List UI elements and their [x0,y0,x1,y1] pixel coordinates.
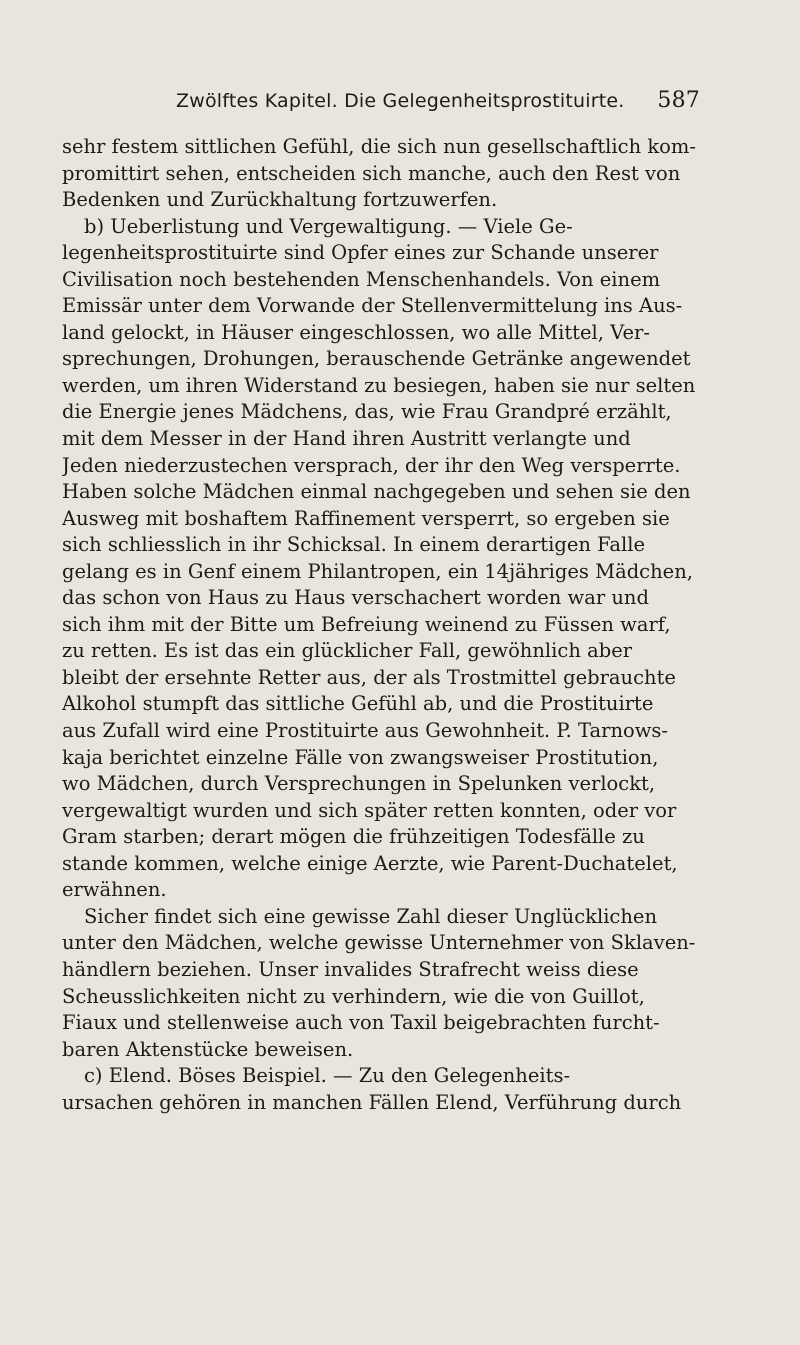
text-line: Fiaux und stellenweise auch von Taxil beigebrachten furcht- [62,1011,660,1035]
text-line: zu retten. Es ist das ein glücklicher Fall, gewöhnlich aber [62,639,633,663]
text-line: gelang es in Genf einem Philantropen, ein 14jähriges Mädchen, [62,559,693,583]
text-line: unter den Mädchen, welche gewisse Unternehmer von Sklaven- [62,931,696,955]
text-line: Emissär unter dem Vorwande der Stellenvermittelung ins Aus- [62,294,683,318]
text-line: händlern beziehen. Unser invalides Strafrecht weiss diese [62,957,639,981]
text-line: c) Elend. Böses Beispiel. — Zu den Gelegenheits- [84,1064,571,1088]
body-text [62,134,704,1116]
text-line: mit dem Messer in der Hand ihren Austritt verlangte und [62,427,631,451]
text-line: stande kommen, welche einige Aerzte, wie Parent-Duchatelet, [62,851,678,875]
text-line: vergewaltigt wurden und sich später retten konnten, oder vor [62,798,677,822]
text-line: das schon von Haus zu Haus verschachert worden war und [62,586,649,610]
text-line: baren Aktenstücke beweisen. [62,1037,354,1061]
text-line: Haben solche Mädchen einmal nachgegeben und sehen sie den [62,480,691,504]
text-line: Jeden niederzustechen versprach, der ihr den Weg versperrte. [62,453,681,477]
text-line: sich ihm mit der Bitte um Befreiung weinend zu Füssen warf, [62,612,671,636]
text-line: aus Zufall wird eine Prostituirte aus Gewohnheit. P. Tarnows- [62,719,669,743]
text-line: Gram starben; derart mögen die frühzeitigen Todesfälle zu [62,825,645,849]
text-line: erwähnen. [62,878,167,902]
text-line: b) Ueberlistung und Vergewaltigung. — Viele Ge- [84,214,573,238]
text-line: kaja berichtet einzelne Fälle von zwangsweiser Prostitution, [62,745,659,769]
text-line: wo Mädchen, durch Versprechungen in Spelunken verlockt, [62,772,656,796]
text-line: promittirt sehen, entscheiden sich manche, auch den Rest von [62,161,681,185]
text-line: sich schliesslich in ihr Schicksal. In einem derartigen Falle [62,533,645,557]
page-number: 587 [657,88,700,113]
text-line: Scheusslichkeiten nicht zu verhindern, wie die von Guillot, [62,984,645,1008]
running-header [176,88,700,118]
text-line: Civilisation noch bestehenden Menschenhandels. Von einem [62,267,661,291]
text-line: Alkohol stumpft das sittliche Gefühl ab, und die Prostituirte [62,692,654,716]
text-line: die Energie jenes Mädchens, das, wie Frau Grandpré erzählt, [62,400,672,424]
text-line: legenheitsprostituirte sind Opfer eines zur Schande unserer [62,241,659,265]
text-line: ursachen gehören in manchen Fällen Elend, Verführung durch [62,1090,682,1114]
text-line: sehr festem sittlichen Gefühl, die sich nun gesellschaftlich kom- [62,135,696,158]
chapter-title: Zwölftes Kapitel. Die Gelegenheitsprostituirte. [176,90,625,112]
text-line: Sicher findet sich eine gewisse Zahl dieser Unglücklichen [84,904,658,928]
text-line: land gelockt, in Häuser eingeschlossen, wo alle Mittel, Ver- [62,320,650,344]
text-line: Ausweg mit boshaftem Raffinement versperrt, so ergeben sie [62,506,670,530]
text-line: bleibt der ersehnte Retter aus, der als Trostmittel gebrauchte [62,665,676,689]
text-line: sprechungen, Drohungen, berauschende Getränke angewendet [62,347,691,371]
text-line: Bedenken und Zurückhaltung fortzuwerfen. [62,188,498,212]
text-line: werden, um ihren Widerstand zu besiegen, haben sie nur selten [62,373,696,397]
